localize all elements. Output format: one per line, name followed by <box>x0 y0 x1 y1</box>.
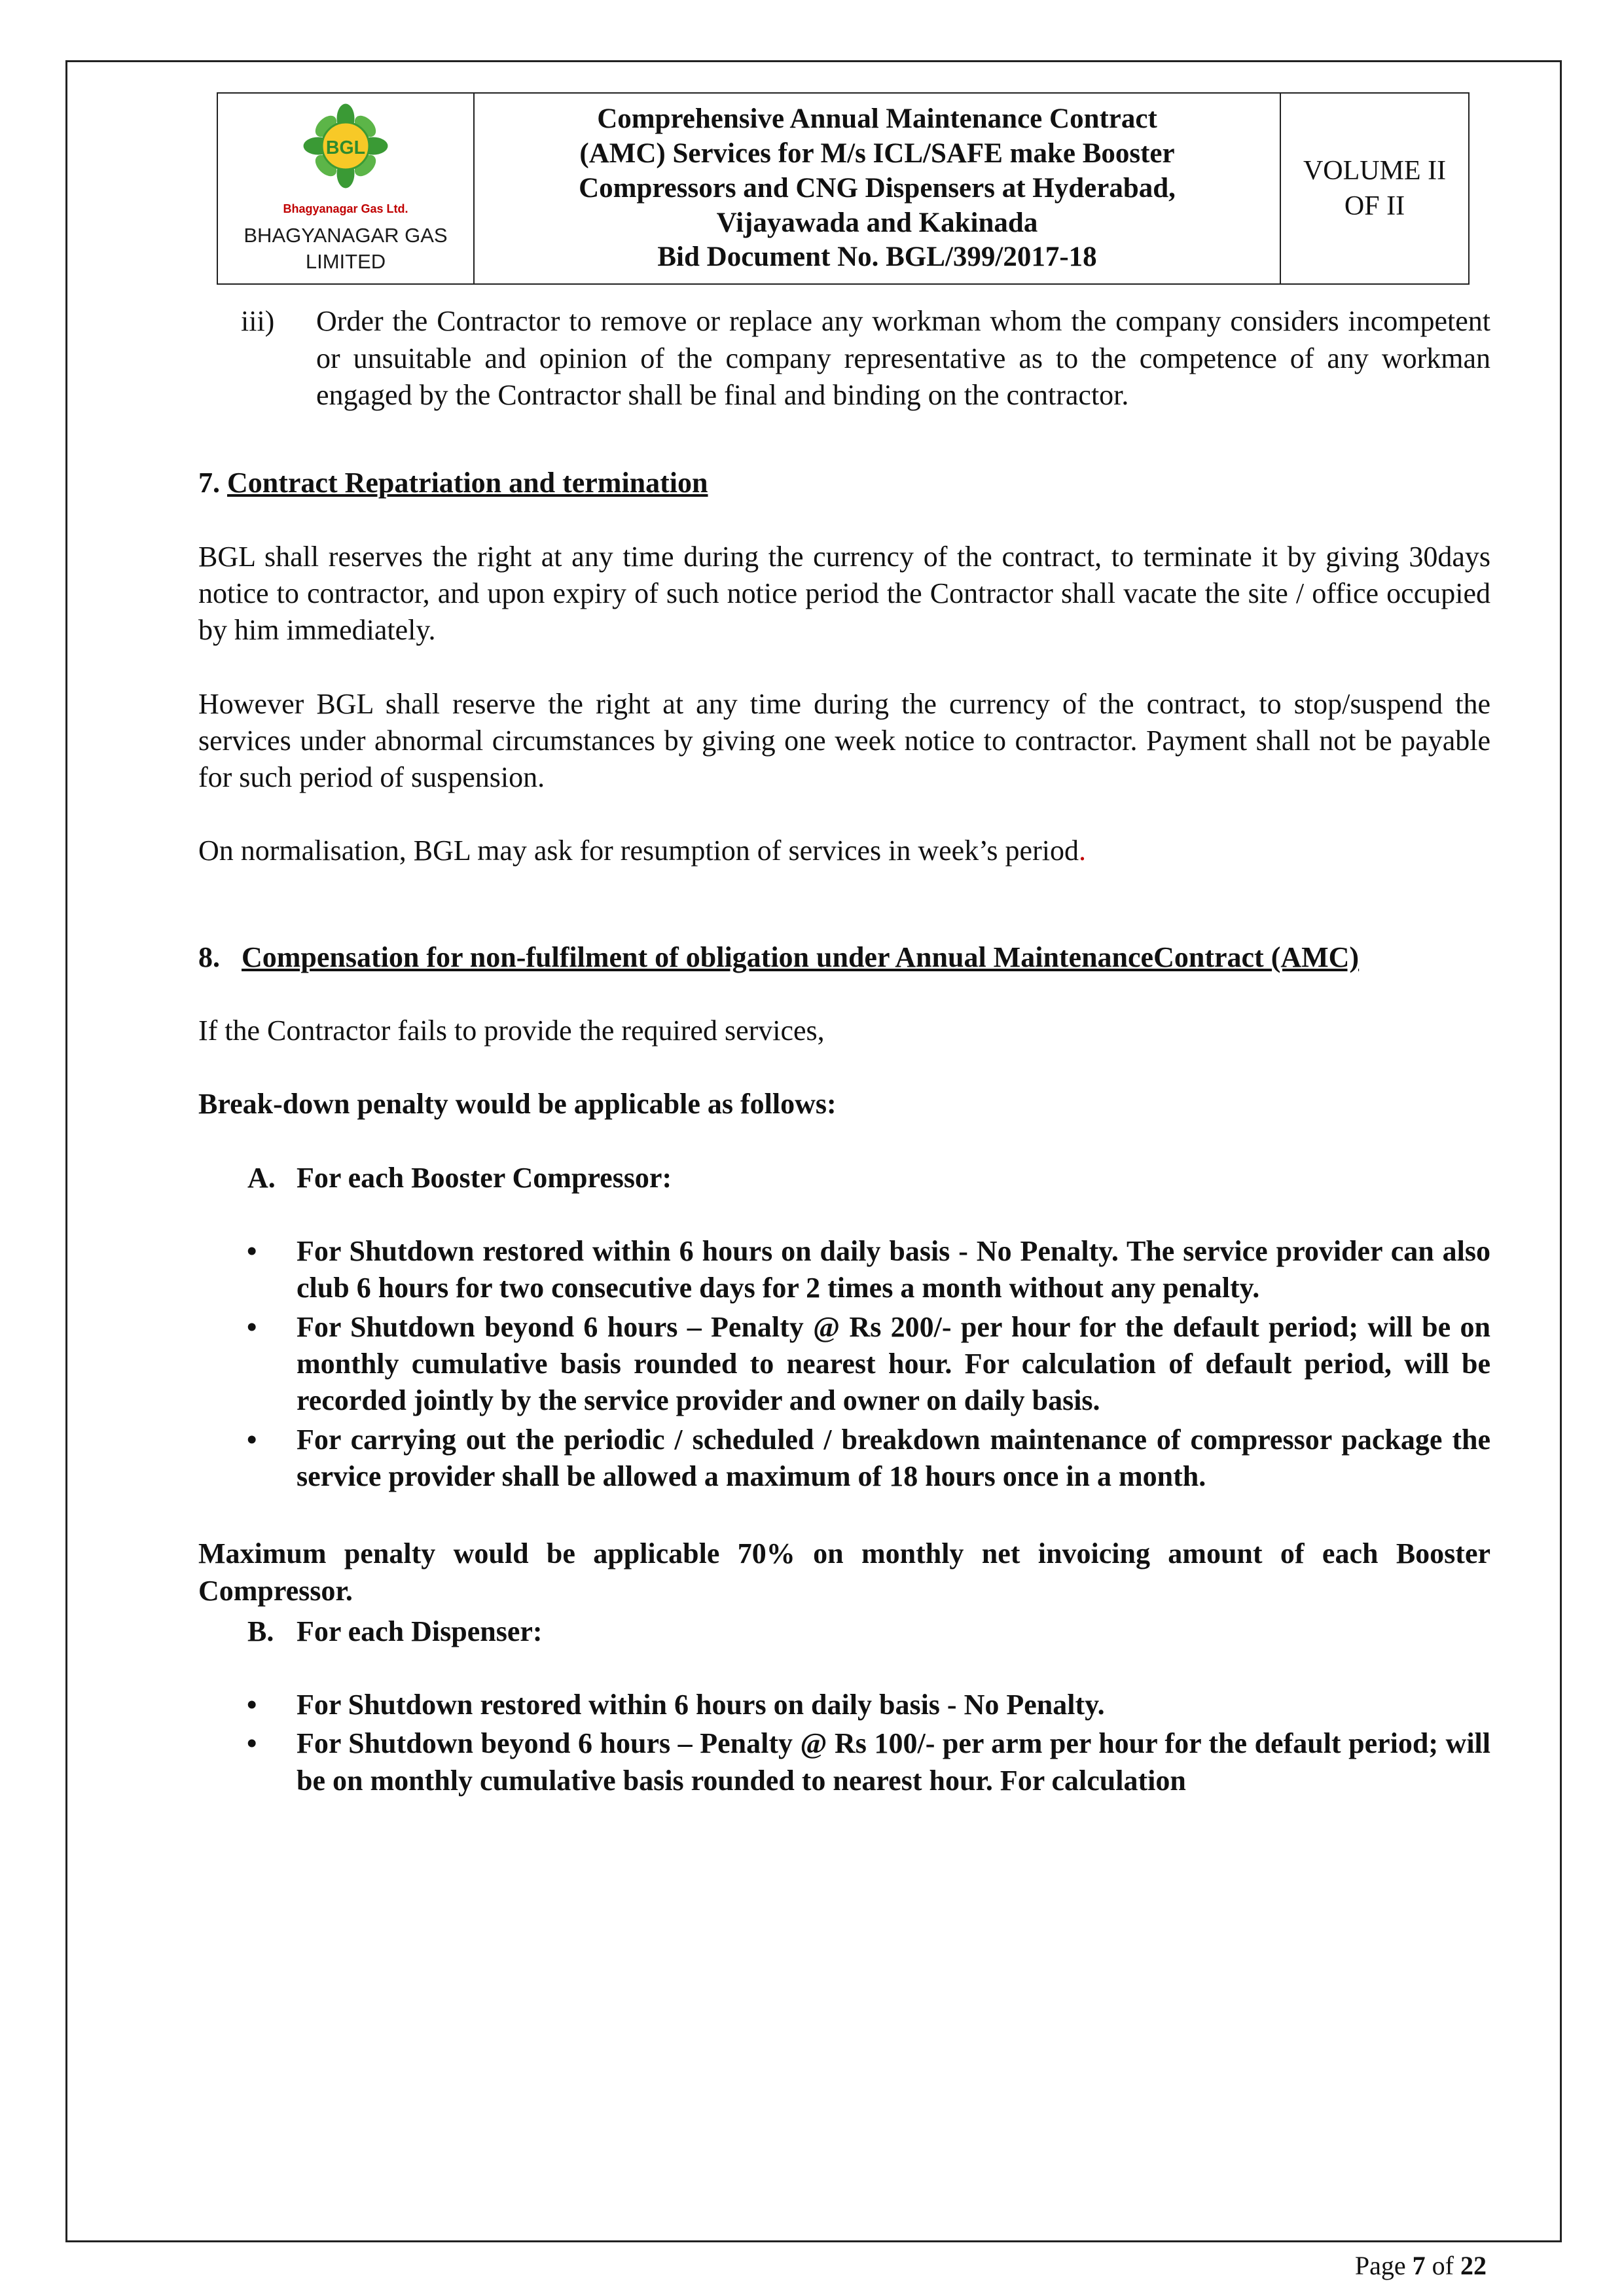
section-7-heading <box>198 465 1490 501</box>
paragraph-if-fails: If the Contractor fails to provide the required services, <box>198 1014 825 1047</box>
list-item: • For carrying out the periodic / scheduled / breakdown maintenance of compressor package the service provider shall be allowed a maximum of 18 hours once in a month. <box>297 1422 1490 1496</box>
footer-of-label: of <box>1432 2251 1454 2280</box>
section-8-title: Compensation for non-fulfilment of obligation under Annual MaintenanceContract (AMC) <box>242 941 1360 973</box>
paragraph-resumption <box>198 833 1490 869</box>
section-7-number: 7. <box>198 467 220 499</box>
document-title-line: (AMC) Services for M/s ICL/SAFE make Booster <box>579 137 1175 169</box>
section-a-heading <box>198 1160 1490 1196</box>
volume-line1: VOLUME II <box>1303 155 1447 186</box>
footer-page-number: 7 <box>1412 2251 1426 2280</box>
paragraph-breakdown-penalty: Break-down penalty would be applicable as follows: <box>198 1088 837 1121</box>
organization-name-line1: BHAGYANAGAR GAS <box>244 224 448 247</box>
paragraph-resumption-text: On normalisation, BGL may ask for resumption of services in week’s period <box>198 834 1079 867</box>
list-item-iii-text: Order the Contractor to remove or replace any workman whom the company considers incompetent or unsuitable and opinion of the company representative as to the competence of any workman engaged by the Contractor shall be final and binding on the contractor. <box>316 305 1490 411</box>
footer-total-pages: 22 <box>1460 2251 1487 2280</box>
list-item: • For Shutdown restored within 6 hours on daily basis - No Penalty. The service provider can also club 6 hours for two consecutive days for 2 times a month without any penalty. <box>297 1233 1490 1307</box>
penalty-list-dispenser <box>198 1687 1490 1799</box>
document-header <box>217 92 1470 285</box>
logo-acronym: BGL <box>325 137 366 158</box>
volume-line2: OF II <box>1344 191 1405 222</box>
section-b-title: For each Dispenser: <box>297 1615 543 1647</box>
paragraph-max-penalty: Maximum penalty would be applicable 70% on monthly net invoicing amount of each Booster Compressor. <box>198 1537 1490 1607</box>
section-b-label: B. <box>247 1615 274 1647</box>
list-item-iii <box>198 303 1490 414</box>
header-title-cell <box>474 93 1280 284</box>
section-b-heading <box>198 1613 1490 1650</box>
header-logo-cell <box>217 93 474 284</box>
bgl-logo-icon <box>225 103 467 216</box>
list-item: • For Shutdown beyond 6 hours – Penalty @ Rs 100/- per arm per hour for the default period; will be on monthly cumulative basis rounded to nearest hour. For calculation <box>297 1725 1490 1799</box>
resumption-red-period: . <box>1078 834 1086 867</box>
bid-document-number: Bid Document No. BGL/399/2017-18 <box>657 242 1097 273</box>
document-title-line: Vijayawada and Kakinada <box>716 207 1038 238</box>
section-a-title: For each Booster Compressor: <box>297 1161 672 1194</box>
paragraph-suspension: However BGL shall reserve the right at any time during the currency of the contract, to stop/suspend the services under abnormal circumstances by giving one week notice to contractor. Payment shall not be payable for such period of suspension. <box>198 687 1490 794</box>
list-marker-iii: iii) <box>241 305 275 338</box>
section-a-label: A. <box>247 1161 276 1194</box>
logo-caption: Bhagyanagar Gas Ltd. <box>283 202 408 215</box>
paragraph-termination: BGL shall reserves the right at any time during the currency of the contract, to terminate it by giving 30days notice to contractor, and upon expiry of such notice period the Contractor shall vacate the site / office occupied by him immediately. <box>198 540 1490 647</box>
document-title-line: Compressors and CNG Dispensers at Hyderabad, <box>579 172 1176 204</box>
page-border <box>65 60 1562 2242</box>
penalty-list-compressor <box>198 1233 1490 1495</box>
section-8-heading <box>198 939 1490 976</box>
footer-page-label: Page <box>1354 2251 1406 2280</box>
page-footer <box>1355 2250 1487 2281</box>
organization-name <box>225 223 467 274</box>
list-item: • For Shutdown beyond 6 hours – Penalty @ Rs 200/- per hour for the default period; will be on monthly cumulative basis rounded to nearest hour. For calculation of default period, will be recorded jointly by the service provider and owner on daily basis. <box>297 1309 1490 1420</box>
header-volume-cell <box>1280 93 1469 284</box>
list-item: • For Shutdown restored within 6 hours on daily basis - No Penalty. <box>297 1687 1490 1723</box>
section-8-number: 8. <box>198 941 220 973</box>
section-7-title: Contract Repatriation and termination <box>227 467 708 499</box>
document-title-line: Comprehensive Annual Maintenance Contract <box>597 103 1157 134</box>
organization-name-line2: LIMITED <box>305 249 386 273</box>
document-body <box>198 303 1490 1799</box>
